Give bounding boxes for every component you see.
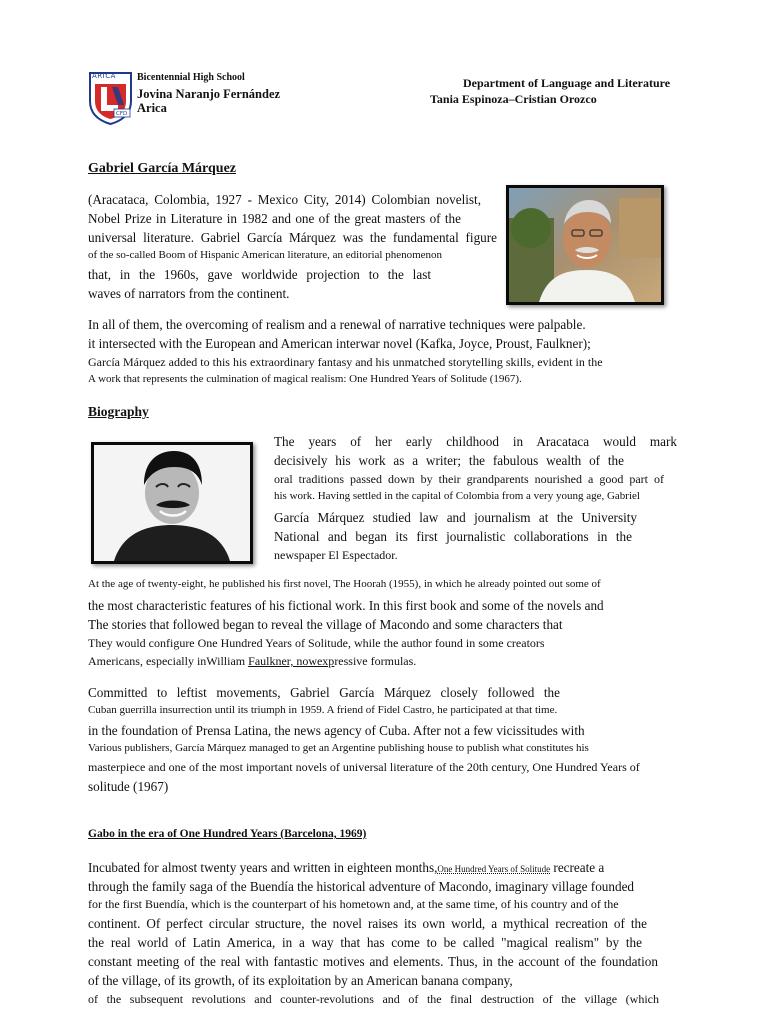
- text-line: masterpiece and one of the most important novels of universal literature of the 20th century, One Hundred Years of: [88, 760, 640, 774]
- faulkner-link[interactable]: Faulkner, nowexp: [248, 654, 335, 668]
- bio-line: National and began its first journalistic collaborations in the: [274, 529, 632, 544]
- intro-line: waves of narrators from the continent.: [88, 286, 290, 301]
- portrait-photo-bw: [91, 442, 253, 564]
- bio-line: decisively his work as a writer; the fabulous wealth of the: [274, 453, 624, 468]
- logo-sub: CFD: [116, 111, 128, 117]
- text-line: the real world of Latin America, in a way that has come to be called "magical realism" by the: [88, 935, 642, 950]
- text-line: in the foundation of Prensa Latina, the news agency of Cuba. After not a few vicissitudes with: [88, 723, 585, 738]
- intro-line: Nobel Prize in Literature in 1982 and one of the great masters of the: [88, 211, 461, 226]
- text-fragment: ressive formulas.: [334, 654, 417, 668]
- portrait-photo-color: [506, 185, 664, 305]
- page-title: Gabriel García Márquez: [88, 161, 237, 176]
- text-line: A work that represents the culmination of magical realism: One Hundred Years of Solitude (1967).: [88, 373, 522, 385]
- section-heading: Gabo in the era of One Hundred Years (Barcelona, 1969): [88, 828, 367, 840]
- text-line: Cuban guerrilla insurrection until its triumph in 1959. A friend of Fidel Castro, he participated at that time.: [88, 704, 558, 716]
- book-title-link[interactable]: One Hundred Years of Solitude: [437, 864, 551, 874]
- bio-line: his work. Having settled in the capital of Colombia from a very young age, Gabriel: [274, 490, 640, 502]
- text-fragment: recreate a: [550, 860, 605, 875]
- text-fragment: Incubated for almost twenty years and written in eighteen months,: [88, 860, 438, 875]
- city-name: Arica: [137, 101, 167, 115]
- text-line: At the age of twenty-eight, he published his first novel, The Hoorah (1955), in which he already pointed out some of: [88, 578, 601, 590]
- text-line: solitude (1967): [88, 779, 169, 794]
- biography-heading: Biography: [88, 404, 149, 419]
- text-fragment: Americans, especially inWilliam: [88, 654, 249, 668]
- text-line: of the subsequent revolutions and counter-revolutions and of the final destruction of the village (which: [88, 992, 659, 1006]
- bio-line: García Márquez studied law and journalism at the University: [274, 510, 637, 525]
- bio-line: The years of her early childhood in Aracataca would mark: [274, 434, 677, 449]
- text-line: [88, 655, 416, 667]
- text-line: constant meeting of the real with fantastic motives and elements. Thus, in the account of the foundation: [88, 954, 658, 969]
- intro-line: universal literature. Gabriel García Márquez was the fundamental figure: [88, 230, 497, 245]
- text-line: [88, 861, 653, 874]
- bio-line: newspaper El Espectador.: [274, 548, 398, 562]
- text-line: through the family saga of the Buendía the historical adventure of Macondo, imaginary village founded: [88, 879, 635, 894]
- text-line: They would configure One Hundred Years of Solitude, while the author found in some creators: [88, 636, 545, 650]
- text-line: it intersected with the European and American interwar novel (Kafka, Joyce, Proust, Faulkner);: [88, 336, 591, 351]
- authors-line: Tania Espinoza–Cristian Orozco: [430, 92, 597, 106]
- text-line: of the village, of its growth, of its exploitation by an American banana company,: [88, 973, 513, 988]
- school-logo: [88, 71, 133, 125]
- intro-line: (Aracataca, Colombia, 1927 - Mexico City, 2014) Colombian novelist,: [88, 192, 481, 207]
- intro-line: that, in the 1960s, gave worldwide projection to the last: [88, 267, 431, 282]
- intro-line: of the so-called Boom of Hispanic American literature, an editorial phenomenon: [88, 249, 443, 261]
- text-line: the most characteristic features of his fictional work. In this first book and some of the novels and: [88, 598, 604, 613]
- school-name: Bicentennial High School: [137, 72, 245, 83]
- bio-line: oral traditions passed down by their grandparents nourished a good part of: [274, 472, 664, 486]
- text-line: In all of them, the overcoming of realism and a renewal of narrative techniques were palpable.: [88, 317, 586, 332]
- text-line: Committed to leftist movements, Gabriel García Márquez closely followed the: [88, 685, 560, 700]
- department-name: Department of Language and Literature: [463, 76, 671, 90]
- teacher-name: Jovina Naranjo Fernández: [137, 87, 281, 101]
- text-line: continent. Of perfect circular structure, the novel raises its own world, a mythical recreation of the: [88, 916, 647, 931]
- text-line: for the first Buendía, which is the counterpart of his hometown and, at the same time, of his country and of the: [88, 897, 619, 911]
- text-line: Various publishers, García Márquez managed to get an Argentine publishing house to publish what constitutes his: [88, 742, 589, 754]
- text-line: The stories that followed began to reveal the village of Macondo and some characters that: [88, 617, 563, 632]
- text-line: García Márquez added to this his extraordinary fantasy and his unmatched storytelling skills, evident in the: [88, 355, 603, 369]
- logo-label: ARICA: [92, 72, 116, 80]
